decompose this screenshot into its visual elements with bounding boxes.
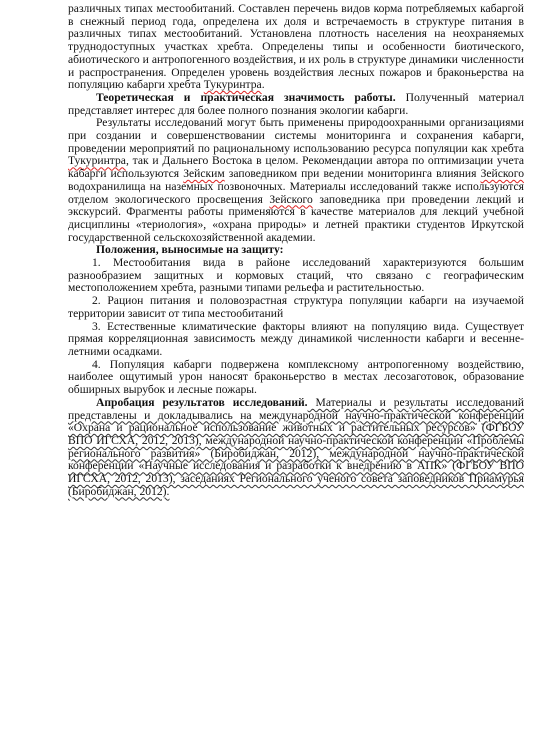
paragraph-text: Результаты исследований могут быть применены природоохранными организациями при создании и совершенствовании системы мониторинга и сохранения кабарги, проведении мероприятий по рациональному использованию ресурса популяции как хребта (68, 116, 524, 155)
paragraph-approbation (68, 397, 524, 499)
paragraph-results (68, 117, 524, 244)
spellcheck-word: Тукуринтра (68, 154, 126, 168)
paragraph-habitats (68, 3, 524, 92)
list-item: 3. Естественные климатические факторы влияют на популяцию вида. Существует прямая корреляционная зависимость между динамикой численности кабарги и весенне-летними осадками. (68, 319, 524, 358)
spellcheck-word: Зейским (183, 167, 225, 181)
spellcheck-word: Тукуринтра (203, 78, 262, 92)
paragraph-text: водохранилища на наземных позвоночных. Материалы исследований также используются отделом экологического просвещения (68, 179, 524, 206)
paragraph-significance (68, 92, 524, 117)
paragraph-text: Полученный материал представляет интерес для более полного познания экологии кабарги. (68, 90, 524, 117)
spellcheck-word: Зейского (269, 192, 313, 206)
section-heading: Теоретическая и практическая значимость работы. (96, 90, 396, 104)
list-item: 1. Местообитания вида в районе исследований характеризуются большим разнообразием защитных и кормовых стаций, что связано с географическим местоположением хребта, разными типами рельефа и растительностью. (68, 256, 524, 295)
paragraph-text: различных типах местообитаний. Составлен перечень видов корма потребляемых кабаргой в снежный период года, определена их доля и встречаемость в структуре питания в различных типах местообитаний. Установлена плотность населения на неохраняемых труднодоступных участках хребта. Определены типы и особенности биотического, абиотического и антропогенного воздействия, и их роль в структуре динамики численности и распространения. Определен уровень воздействия лесных пожаров и браконьерства на популяцию кабарги хребта (68, 2, 524, 92)
list-item: 2. Рацион питания и половозрастная структура популяции кабарги на изучаемой территории зависит от типа местообитаний (68, 294, 524, 320)
paragraph-text: . (261, 78, 265, 92)
paragraph-text: , так и Дальнего Востока в целом. Рекомендации автора по оптимизации учета кабарги используются (68, 154, 524, 181)
paragraph-text: заповедника при проведении лекций и экскурсий. Фрагменты работы применяются в качестве материалов для лекций учебной дисциплины «териология», «охрана природы» и летней практики студентов Иркутской государственной сельскохозяйственной академии. (68, 192, 524, 244)
paragraph-text: заповедником при ведении мониторинга влияния (224, 167, 481, 181)
paragraph-text: Материалы и результаты исследований представлены и докладывались на международной научно-практической конференции «Охрана и рациональное использование животных и растительных ресурсов» (ФГБОУ ВПО ИГСХА, 2012, 2013), международной научно-практической конференции «Проблемы регионального развития» (Биробиджан, 2012), международной научно-практической конференции «Научные исследования и разработки к внедрению в АПК» (ФГБОУ ВПО ИГСХА, 2012, 2013), заседаниях Регионального ученого совета заповедников Приамурья (Биробиджан, 2012). (68, 395, 524, 498)
spellcheck-word: Зейского (480, 167, 524, 181)
section-heading: Апробация результатов исследований. (96, 395, 308, 409)
section-heading: Положения, выносимые на защиту: (96, 243, 284, 257)
list-item: 4. Популяция кабарги подвержена комплексному антропогенному воздействию, наиболее ощутимый урон наносят браконьерство в местах лесозаготовок, образование обширных вырубок и лесные пожары. (68, 357, 524, 397)
